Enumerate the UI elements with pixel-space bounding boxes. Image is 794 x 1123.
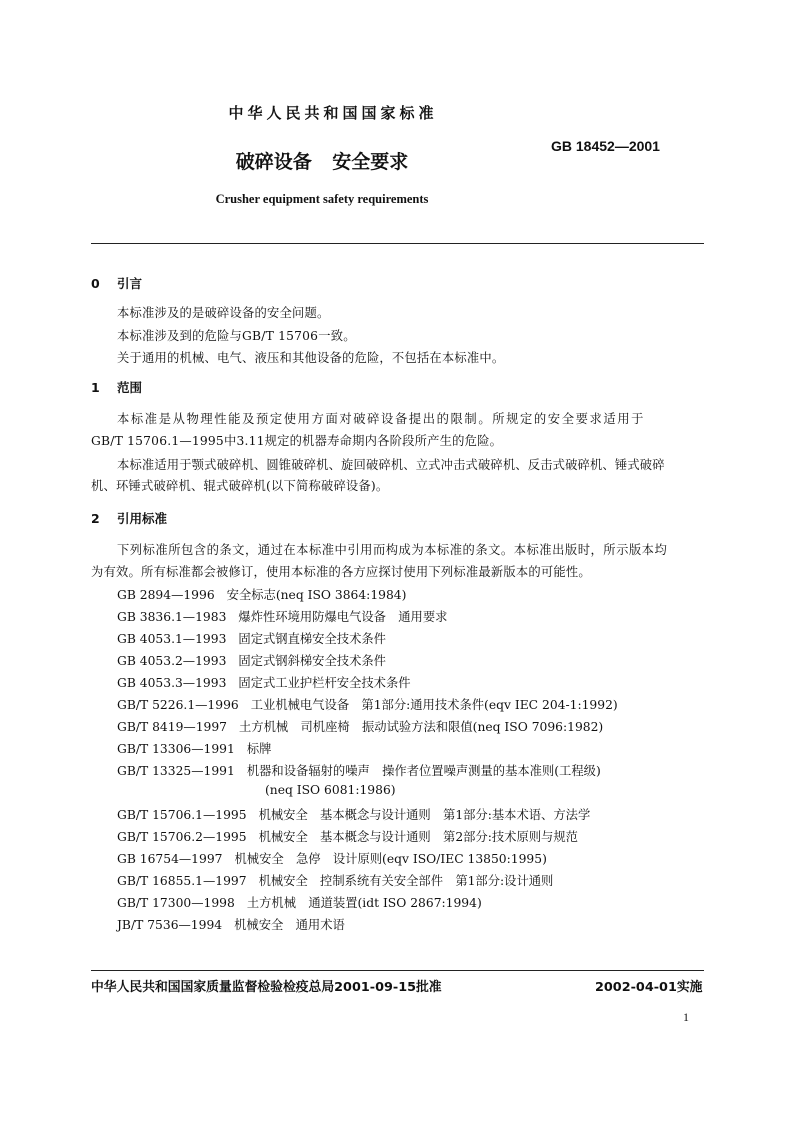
reference-code: GB/T 16855.1—1997 [117, 874, 247, 888]
section-title: 引用标准 [117, 511, 168, 526]
reference-code: GB 16754—1997 [117, 852, 223, 866]
reference-item [117, 915, 345, 933]
reference-code: GB 3836.1—1983 [117, 610, 227, 624]
section-number: 1 [91, 380, 100, 395]
reference-code: GB 2894—1996 [117, 588, 215, 602]
header-divider [91, 243, 704, 244]
reference-title: 机械安全 通用术语 [234, 918, 345, 932]
reference-continuation: (neq ISO 6081:1986) [265, 783, 396, 797]
reference-title: 土方机械 司机座椅 振动试验方法和限值(neq ISO 7096:1982) [239, 720, 604, 734]
reference-code: GB/T 13325—1991 [117, 764, 235, 778]
reference-item [117, 827, 578, 845]
footer-divider [91, 970, 704, 971]
standard-number: GB 18452—2001 [551, 138, 660, 154]
paragraph: 本标准涉及的是破碎设备的安全问题。 [117, 306, 330, 320]
reference-item [117, 761, 601, 779]
reference-item [117, 717, 603, 735]
paragraph: 本标准适用于颚式破碎机、圆锥破碎机、旋回破碎机、立式冲击式破碎机、反击式破碎机、锤式破碎 [117, 458, 665, 472]
section-number: 2 [91, 511, 100, 526]
standard-type-heading: 中华人民共和国国家标准 [228, 104, 438, 122]
section-heading-0 [91, 274, 142, 292]
reference-title: 土方机械 通道装置(idt ISO 2867:1994) [246, 896, 482, 910]
reference-code: GB/T 17300—1998 [117, 896, 235, 910]
approval-issuer: 中华人民共和国国家质量监督检验检疫总局2001-09-15批准 [91, 980, 442, 995]
section-heading-1 [91, 378, 142, 396]
paragraph: 为有效。所有标准都会被修订，使用本标准的各方应探讨使用下列标准最新版本的可能性。 [91, 565, 591, 579]
document-title-en: Crusher equipment safety requirements [215, 192, 429, 206]
reference-code: GB/T 15706.1—1995 [117, 808, 247, 822]
reference-title: 机械安全 基本概念与设计通则 第2部分:技术原则与规范 [258, 830, 578, 844]
paragraph: 本标准涉及到的危险与GB/T 15706一致。 [117, 329, 356, 343]
reference-code: GB 4053.1—1993 [117, 632, 227, 646]
reference-title: 爆炸性环境用防爆电气设备 通用要求 [238, 610, 448, 624]
reference-item [117, 673, 411, 691]
reference-code: GB 4053.3—1993 [117, 676, 227, 690]
reference-code: GB/T 15706.2—1995 [117, 830, 247, 844]
reference-item [117, 893, 482, 911]
reference-title: 固定式工业护栏杆安全技术条件 [238, 676, 411, 690]
section-title: 引言 [117, 276, 143, 291]
reference-code: GB 4053.2—1993 [117, 654, 227, 668]
reference-item [117, 739, 271, 757]
page-number: 1 [683, 1010, 689, 1024]
reference-title: 标牌 [246, 742, 272, 756]
reference-item [117, 585, 406, 603]
effective-date: 2002-04-01实施 [595, 980, 703, 995]
reference-title: 工业机械电气设备 第1部分:通用技术条件(eqv IEC 204-1:1992) [250, 698, 618, 712]
reference-title: 机器和设备辐射的噪声 操作者位置噪声测量的基本准则(工程级) [246, 764, 601, 778]
document-title-zh: 破碎设备 安全要求 [235, 151, 409, 173]
paragraph: 机、环锤式破碎机、辊式破碎机(以下简称破碎设备)。 [91, 479, 389, 493]
reference-title: 机械安全 控制系统有关安全部件 第1部分:设计通则 [258, 874, 554, 888]
reference-code: JB/T 7536—1994 [117, 918, 223, 932]
paragraph: 本标准是从物理性能及预定使用方面对破碎设备提出的限制。所规定的安全要求适用于 [117, 412, 646, 426]
reference-code: GB/T 8419—1997 [117, 720, 227, 734]
section-heading-2 [91, 509, 167, 527]
reference-item [117, 805, 590, 823]
reference-title: 固定式钢直梯安全技术条件 [238, 632, 386, 646]
reference-item [117, 849, 547, 867]
paragraph: 下列标准所包含的条文，通过在本标准中引用而构成为本标准的条文。本标准出版时，所示版本均 [117, 543, 668, 557]
reference-code: GB/T 13306—1991 [117, 742, 235, 756]
reference-title: 机械安全 基本概念与设计通则 第1部分:基本术语、方法学 [258, 808, 591, 822]
reference-title: 安全标志(neq ISO 3864:1984) [226, 588, 407, 602]
reference-item [117, 629, 386, 647]
reference-item [117, 871, 553, 889]
section-number: 0 [91, 276, 100, 291]
reference-title: 机械安全 急停 设计原则(eqv ISO/IEC 13850:1995) [234, 852, 547, 866]
section-title: 范围 [117, 380, 143, 395]
reference-item [117, 651, 386, 669]
reference-title: 固定式钢斜梯安全技术条件 [238, 654, 386, 668]
reference-code: GB/T 5226.1—1996 [117, 698, 239, 712]
paragraph: GB/T 15706.1—1995中3.11规定的机器寿命期内各阶段所产生的危险。 [91, 434, 503, 448]
reference-item [117, 695, 618, 713]
reference-item [117, 607, 447, 625]
paragraph: 关于通用的机械、电气、液压和其他设备的危险，不包括在本标准中。 [117, 351, 505, 365]
